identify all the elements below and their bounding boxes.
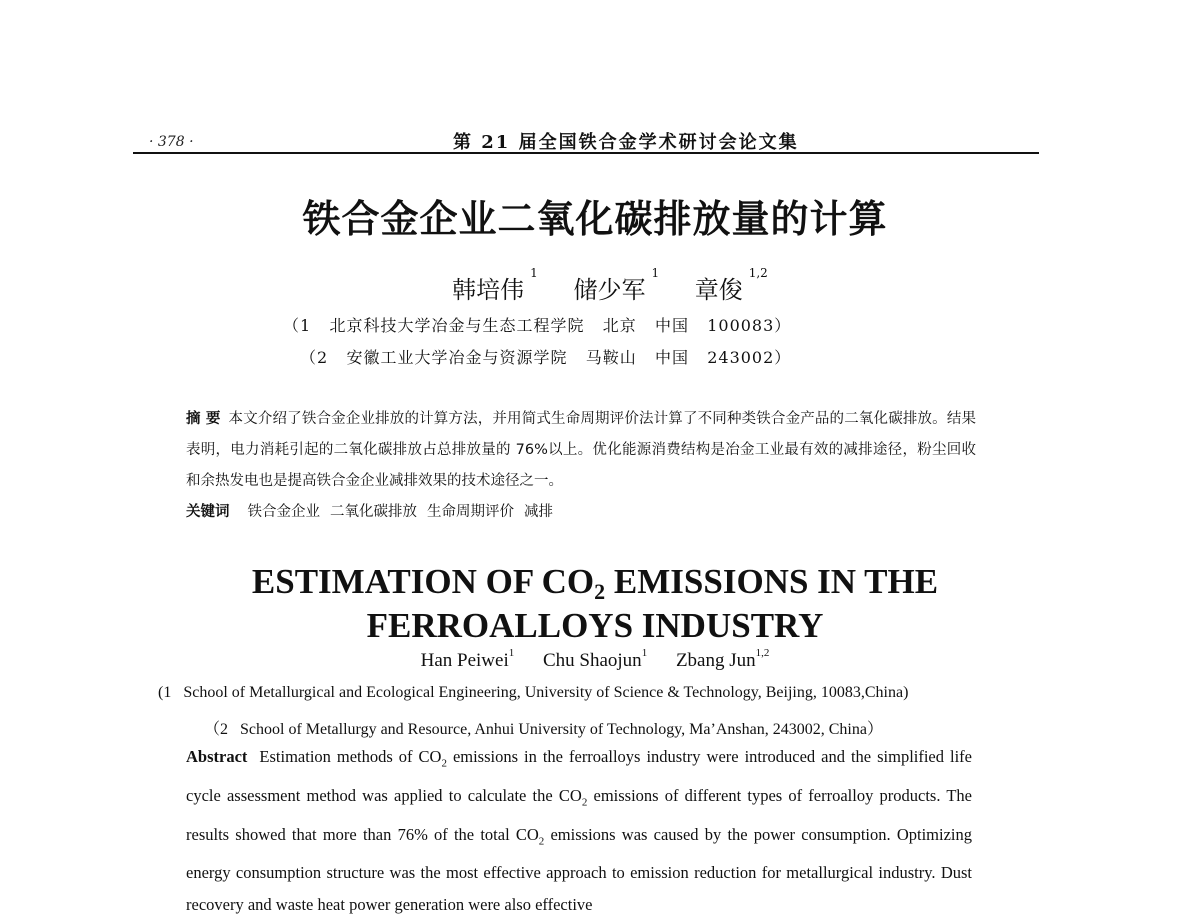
english-affiliation-1: (1 School of Metallurgical and Ecological Engineering, University of Science & Technology, Beijing, 10083,China) xyxy=(158,684,909,701)
chinese-abstract xyxy=(186,404,976,497)
keyword: 二氧化碳排放 xyxy=(330,504,417,520)
author: Zbang Jun$^{1,2}$ xyxy=(675,647,770,671)
header-rule xyxy=(133,152,1039,154)
english-affiliation-2: （2 School of Metallurgy and Resource, Anhui University of Technology, Ma’Anshan, 243002, China） xyxy=(204,721,883,738)
author: Han Peiwei$^1$ xyxy=(420,647,515,671)
running-header xyxy=(133,128,1039,156)
author: Chu Shaojun$^1$ xyxy=(542,647,648,671)
english-authors xyxy=(0,647,1190,672)
chinese-title: 铁合金企业二氧化碳排放量的计算 xyxy=(302,197,888,241)
english-title-line-1: ESTIMATION OF $CO_2$ EMISSIONS IN THE xyxy=(251,562,939,604)
keyword: 生命周期评价 xyxy=(427,504,514,520)
journal-title: 第 21 届全国铁合金学术研讨会论文集 xyxy=(453,132,799,153)
abstract-label: Abstract xyxy=(186,747,248,766)
keyword: 减排 xyxy=(524,504,553,520)
author: 储少军$^1$ xyxy=(573,266,660,304)
english-title-line-2: FERROALLOYS INDUSTRY xyxy=(366,606,824,645)
keywords-label: 关键词 xyxy=(186,504,230,520)
author: 韩培伟$^1$ xyxy=(452,266,538,304)
chinese-keywords xyxy=(186,500,563,521)
chinese-affiliation-1: （1 北京科技大学冶金与生态工程学院 北京 中国 100083） xyxy=(283,316,792,335)
author: 章俊$^{1,2}$ xyxy=(694,266,768,304)
abstract-text: 本文介绍了铁合金企业排放的计算方法，并用简式生命周期评价法计算了不同种类铁合金产品的二氧化碳排放。结果表明，电力消耗引起的二氧化碳排放占总排放量的 76%以上。优化能源消费结构是冶金工业最有效的减排途径，粉尘回收和余热发电也是提高铁合金企业减排效果的技术途径之一。 xyxy=(186,411,976,489)
chinese-affiliation-2: （2 安徽工业大学冶金与资源学院 马鞍山 中国 243002） xyxy=(300,348,792,367)
english-abstract: Abstract Estimation methods of $CO_2$ emissions in the ferroalloys industry were introduced and the simplified life cycle assessment method was applied to calculate the $CO_2$ emissions of different types of ferroalloy products. The results showed that more than 76% of the total $CO_2$ emissions was caused by the power consumption. Optimizing energy consumption structure was the most effective approach to emission reduction for metallurgical industry. Dust recovery and waste heat power generation were also effective xyxy=(186,747,972,914)
page-number: · 378 · xyxy=(149,134,194,150)
keyword: 铁合金企业 xyxy=(247,504,320,520)
abstract-label: 摘 要 xyxy=(186,411,221,427)
chinese-authors xyxy=(0,266,1190,305)
